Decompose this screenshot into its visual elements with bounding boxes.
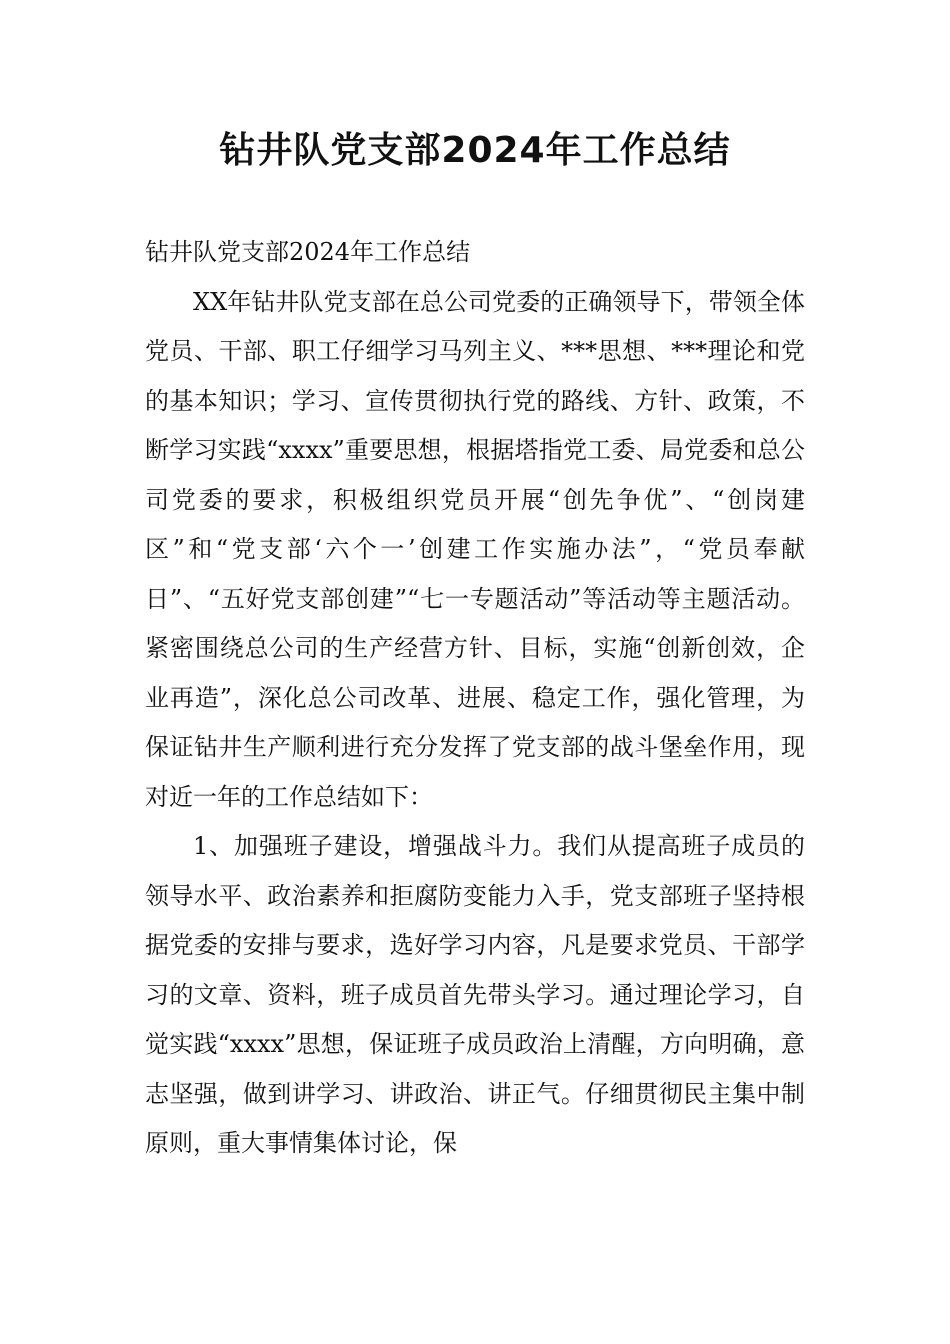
- document-body: [145, 228, 805, 1169]
- paragraph-section-1: 1、加强班子建设，增强战斗力。我们从提高班子成员的领导水平、政治素养和拒腐防变能力入手，党支部班子坚持根据党委的安排与要求，选好学习内容，凡是要求党员、干部学习的文章、资料，班子成员首先带头学习。通过理论学习，自觉实践“xxxx”思想，保证班子成员政治上清醒，方向明确，意志坚强，做到讲学习、讲政治、讲正气。仔细贯彻民主集中制原则，重大事情集体讨论，保: [145, 832, 805, 1157]
- paragraph-intro: XX年钻井队党支部在总公司党委的正确领导下，带领全体党员、干部、职工仔细学习马列主义、***思想、***理论和党的基本知识；学习、宣传贯彻执行党的路线、方针、政策，不断学习实践“xxxx”重要思想，根据塔指党工委、局党委和总公司党委的要求，积极组织党员开展“创先争优”、“创岗建区”和“党支部‘六个一’创建工作实施办法”，“党员奉献日”、“五好党支部创建”“七一专题活动”等活动等主题活动。紧密围绕总公司的生产经营方针、目标，实施“创新创效，企业再造”，深化总公司改革、进展、稳定工作，强化管理，为保证钻井生产顺利进行充分发挥了党支部的战斗堡垒作用，现对近一年的工作总结如下：: [145, 287, 805, 811]
- document-subtitle: 钻井队党支部2024年工作总结: [145, 238, 471, 266]
- document-title: 钻井队党支部2024年工作总结: [219, 130, 731, 171]
